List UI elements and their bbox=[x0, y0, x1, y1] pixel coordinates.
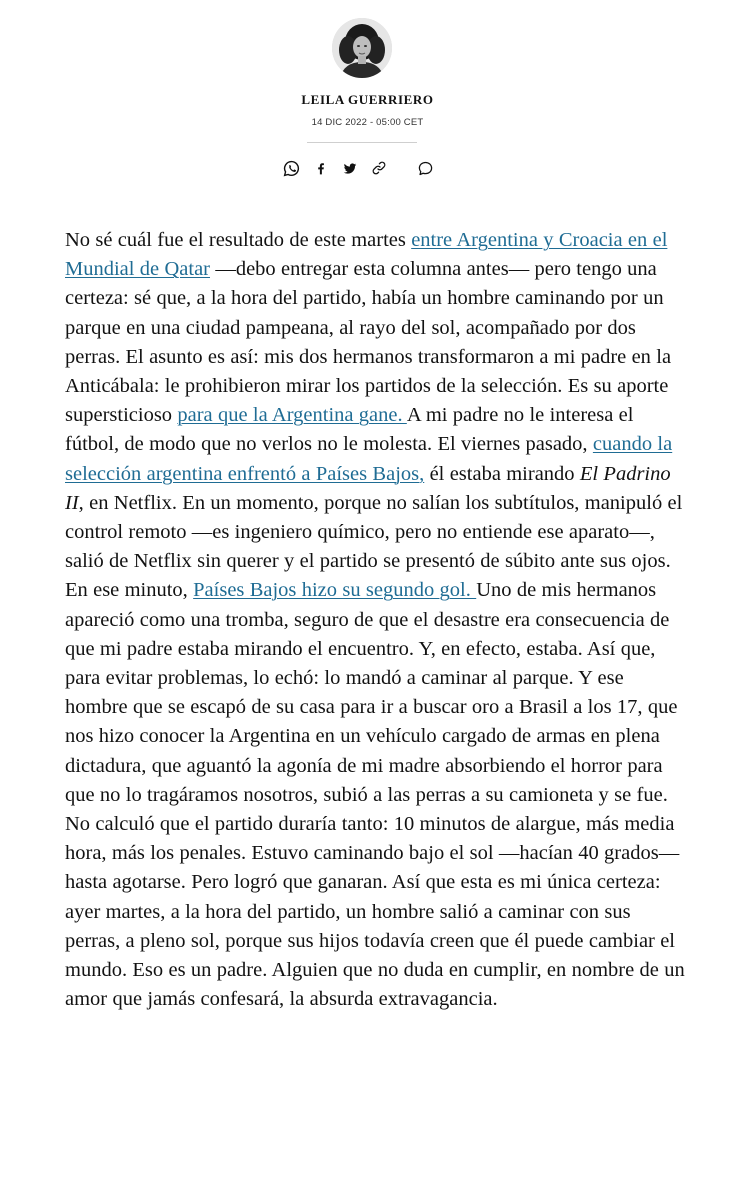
article-text: Uno de mis hermanos apareció como una tromba, seguro de que el desastre era consecuencia de que mi padre estaba mirando el encuentro. Y, en efecto, estaba. Así que, para evitar problemas, lo echó: lo mandó a caminar al parque. Y ese hombre que se escapó de su casa para ir a buscar oro a Brasil a los 17, que nos hizo conocer la Argentina en un vehículo cargado de armas en plena dictadura, que aguantó la agonía de mi madre absorbiendo el horror para que no lo tragáramos nosotros, subió a las perras a su camioneta y se fue. No calculó que el partido duraría tanto: 10 minutos de alargue, más media hora, más los penales. Estuvo caminando bajo el sol —hacían 40 grados— hasta agotarse. Pero logró que ganaran. Así que esta es mi única certeza: ayer martes, a la hora del partido, un hombre salió a caminar con sus perras, a pleno sol, porque sus hijos todavía creen que él puede cambiar el mundo. Eso es un padre. Alguien que no duda en cumplir, en nombre de un amor que jamás confesará, la absurda extravagancia. bbox=[65, 579, 685, 1011]
article-text: él estaba mirando bbox=[424, 462, 580, 485]
link-argentina-paises-bajos[interactable]: cuando la selección argentina enfrentó a Países Bajos, bbox=[65, 433, 673, 485]
author-name[interactable]: LEILA GUERRIERO bbox=[301, 92, 434, 107]
copy-link-button[interactable] bbox=[366, 155, 392, 181]
facebook-share-button[interactable] bbox=[308, 155, 334, 181]
article-text: , en Netflix. En un momento, porque no salían los subtítulos, manipuló el control remoto —es ingeniero químico, pero no entiende ese aparato—, salió de Netflix sin querer y el partido se presentó de súbito ante sus ojos. En ese minuto, bbox=[65, 491, 683, 602]
twitter-icon bbox=[342, 161, 358, 176]
link-segundo-gol[interactable]: Países Bajos hizo su segundo gol. bbox=[193, 579, 477, 602]
comments-button[interactable] bbox=[412, 155, 438, 181]
whatsapp-share-button[interactable] bbox=[278, 155, 304, 181]
article-text: No sé cuál fue el resultado de este martes bbox=[65, 229, 412, 251]
whatsapp-icon bbox=[283, 160, 300, 177]
article-text: —debo entregar esta columna antes— pero tengo una certeza: sé que, a la hora del partido, había un hombre caminando por un parque en una ciudad pampeana, al rayo del sol, acompañado por dos perras. El asunto es así: mis dos hermanos transformaron a mi padre en la Anticábala: le prohibieron mirar los partidos de la selección. Es su aporte supersticioso bbox=[65, 258, 672, 427]
facebook-icon bbox=[314, 161, 328, 176]
link-icon bbox=[371, 160, 387, 176]
comment-icon bbox=[417, 160, 434, 177]
link-argentina-croacia[interactable]: entre Argentina y Croacia en el Mundial de Qatar bbox=[65, 229, 668, 281]
author-avatar[interactable] bbox=[332, 18, 392, 78]
divider bbox=[307, 142, 417, 143]
publish-date: 14 DIC 2022 - 05:00 CET bbox=[311, 117, 424, 128]
article-body bbox=[65, 226, 685, 1014]
movie-title: El Padrino II bbox=[65, 462, 671, 514]
author-photo bbox=[332, 18, 392, 78]
twitter-share-button[interactable] bbox=[337, 155, 363, 181]
link-argentina-gane[interactable]: para que la Argentina gane. bbox=[177, 404, 407, 427]
article-text: A mi padre no le interesa el fútbol, de modo que no verlos no le molesta. El viernes pasado, bbox=[65, 404, 634, 456]
